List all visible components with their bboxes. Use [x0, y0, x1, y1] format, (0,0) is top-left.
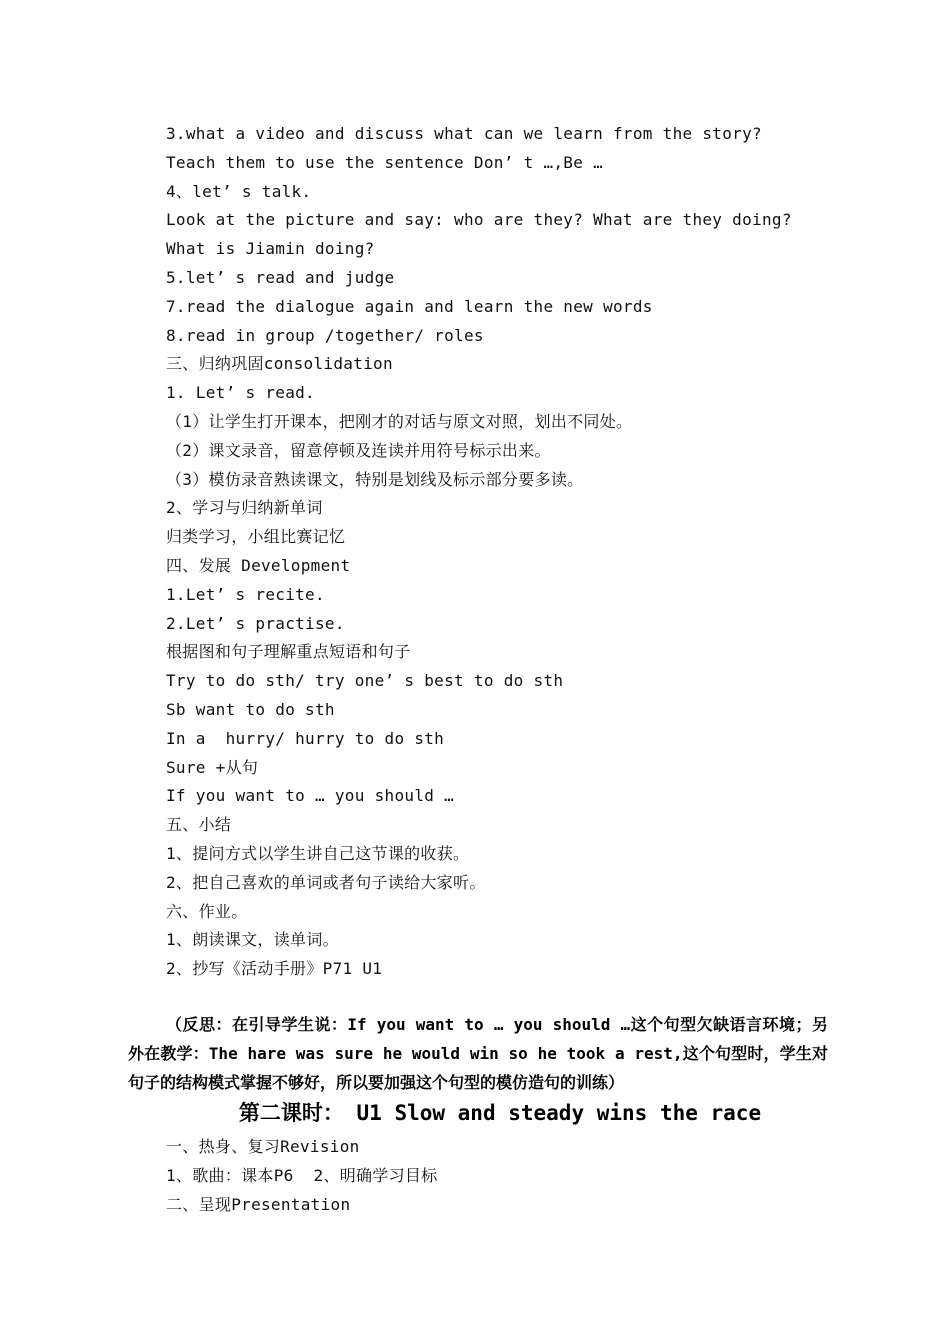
- text-line: Sure +从句: [166, 757, 259, 777]
- text-line: 2、抄写《活动手册》P71 U1: [166, 959, 383, 979]
- text-line: 8.read in group /together/ roles: [166, 325, 484, 345]
- text-line: 1、歌曲：课本P6 2、明确学习目标: [166, 1165, 438, 1185]
- section-heading: 二、呈现Presentation: [166, 1194, 351, 1214]
- text-line: Try to do sth/ try one’ s best to do sth: [166, 671, 564, 691]
- text-line: If you want to … you should …: [166, 786, 455, 806]
- reflection-paragraph: （反思：在引导学生说：If you want to … you should …这个句型欠缺语言环境；另外在教学：The hare was sure he would win so he took a rest,这个句型时，学生对句子的结构模式掌握不够好，所以要加强这个句型的模仿造句的训练）: [128, 1015, 828, 1092]
- text-line: Look at the picture and say: who are they? What are they doing?: [166, 210, 792, 230]
- lesson-heading: 第二课时： U1 Slow and steady wins the race: [238, 1101, 762, 1125]
- text-line: 1、朗读课文，读单词。: [166, 930, 339, 950]
- text-line: 2、把自己喜欢的单词或者句子读给大家听。: [166, 872, 486, 892]
- text-line: 1.Let’ s recite.: [166, 584, 325, 604]
- lesson-steps-part-1: [166, 120, 826, 984]
- text-line: 5.let’ s read and judge: [166, 267, 395, 287]
- text-line: 2.Let’ s practise.: [166, 613, 345, 633]
- section-heading: 一、热身、复习Revision: [166, 1137, 360, 1156]
- section-heading: 四、发展 Development: [166, 555, 351, 575]
- text-line: 2、学习与归纳新单词: [166, 498, 323, 518]
- text-line: （1）让学生打开课本，把刚才的对话与原文对照，划出不同处。: [166, 411, 633, 431]
- text-line: In a hurry/ hurry to do sth: [166, 728, 445, 748]
- section-heading: 五、小结: [166, 815, 232, 835]
- text-line: Teach them to use the sentence Don’ t …,Be …: [166, 152, 604, 172]
- text-line: 3.what a video and discuss what can we learn from the story?: [166, 124, 762, 143]
- text-line: 7.read the dialogue again and learn the new words: [166, 296, 653, 316]
- section-heading: 三、归纳巩固consolidation: [166, 354, 393, 374]
- text-line: （2）课文录音，留意停顿及连读并用符号标示出来。: [166, 440, 551, 460]
- text-line: 4、let’ s talk.: [166, 181, 312, 201]
- text-line: Sb want to do sth: [166, 699, 335, 719]
- text-line: （3）模仿录音熟读课文，特别是划线及标示部分要多读。: [166, 469, 584, 489]
- section-heading: 六、作业。: [166, 901, 248, 921]
- lesson-steps-part-2: [166, 1133, 826, 1219]
- text-line: 根据图和句子理解重点短语和句子: [166, 642, 411, 662]
- text-line: What is Jiamin doing?: [166, 239, 375, 259]
- text-line: 1、提问方式以学生讲自己这节课的收获。: [166, 843, 470, 863]
- text-line: 1. Let’ s read.: [166, 383, 315, 403]
- text-line: 归类学习，小组比赛记忆: [166, 527, 346, 547]
